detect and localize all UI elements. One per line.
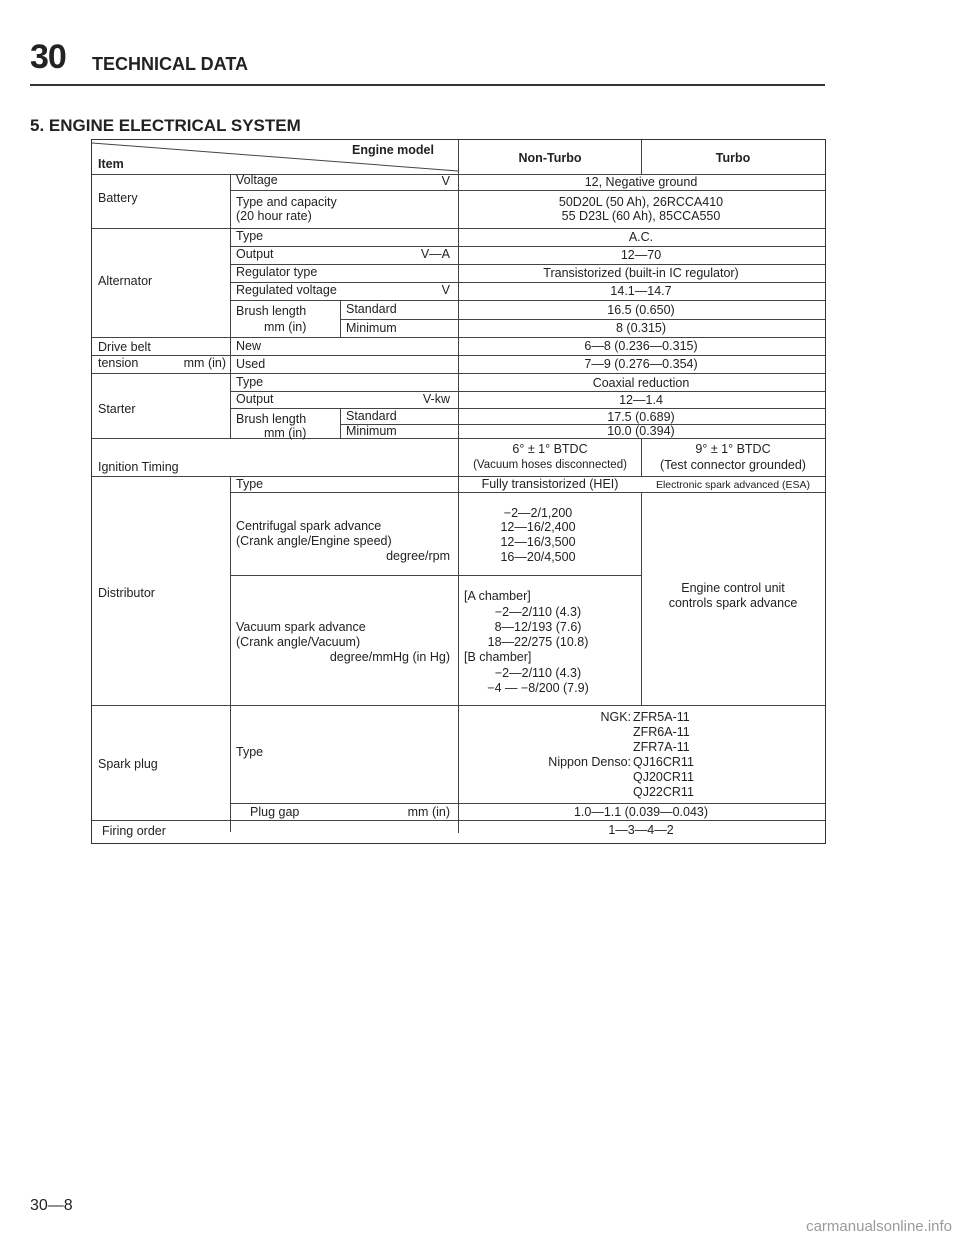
header-turbo: Turbo [715,151,751,165]
alternator-standard-value: 16.5 (0.650) [607,303,675,317]
vacuum-advance-label: Vacuum spark advance [236,620,366,634]
alternator-standard-label: Standard [346,302,397,316]
starter-type-value: Coaxial reduction [592,376,690,390]
distributor-label: Distributor [98,586,155,600]
distributor-turbo-value-1: Engine control unit [681,581,785,595]
firing-order-value: 1—3—4—2 [608,823,674,837]
spec-table [91,139,826,844]
col-divider-turbo-dist [641,492,642,705]
drive-belt-tension-label: tension [98,356,139,370]
alternator-regulator-value: Transistorized (built-in IC regulator) [543,266,739,280]
plug-gap-unit: mm (in) [407,805,450,819]
page-header [30,40,825,86]
vacuum-value: −2—2/110 (4.3) [494,605,582,619]
centrifugal-advance-sublabel: (Crank angle/Engine speed) [236,534,392,548]
vacuum-value: [A chamber] [464,589,531,603]
spark-plug-nd-value: QJ16CR11 [633,755,694,769]
chapter-number: 30 [30,38,66,76]
distributor-turbo-value-2: controls spark advance [668,596,798,610]
distributor-type-label: Type [236,477,264,491]
centrifugal-value: 12—16/3,500 [500,535,576,549]
starter-minimum-label: Minimum [346,424,397,438]
centrifugal-advance-label: Centrifugal spark advance [236,519,382,533]
centrifugal-value: −2—2/1,200 [503,506,573,520]
chapter-title: TECHNICAL DATA [92,54,248,74]
spark-plug-nd-value: QJ20CR11 [633,770,694,784]
starter-type-label: Type [236,375,264,389]
ignition-non-turbo-note: (Vacuum hoses disconnected) [473,459,627,471]
centrifugal-value: 16—20/4,500 [500,550,576,564]
col-divider-starter-brush [340,408,341,438]
drive-belt-unit: mm (in) [183,356,226,370]
drive-belt-new-label: New [236,339,262,353]
spark-plug-nd-label: Nippon Denso: [548,755,631,769]
alternator-brush-unit: mm (in) [264,320,307,334]
starter-brush-unit: mm (in) [264,426,307,440]
starter-output-value: 12—1.4 [619,393,663,407]
battery-type-value-2: 55 D23L (60 Ah), 85CCA550 [561,209,721,223]
header-non-turbo: Non-Turbo [518,151,582,165]
page-number: 30—8 [30,1197,73,1214]
plug-gap-value: 1.0—1.1 (0.039—0.043) [573,805,709,819]
battery-label: Battery [98,191,138,205]
battery-type-value-1: 50D20L (50 Ah), 26RCCA410 [558,195,724,209]
centrifugal-value: 12—16/2,400 [500,520,576,534]
col-divider-sub-1 [230,174,231,438]
alternator-regulated-label: Regulated voltage [236,283,337,297]
spark-plug-label: Spark plug [98,757,158,771]
vacuum-value: 8—12/193 (7.6) [494,620,582,634]
alternator-minimum-label: Minimum [346,321,397,335]
battery-type-label: Type and capacity [236,195,337,209]
header-engine-model: Engine model [352,143,434,157]
alternator-brush-label: Brush length [236,304,307,318]
drive-belt-used-value: 7—9 (0.276—0.354) [584,357,698,371]
plug-gap-label: Plug gap [250,805,300,819]
spark-plug-type-label: Type [236,745,264,759]
alternator-label: Alternator [98,274,153,288]
starter-output-label: Output [236,392,274,406]
section-title: 5. ENGINE ELECTRICAL SYSTEM [30,116,301,135]
alternator-regulated-unit: V [441,283,450,297]
drive-belt-used-label: Used [236,357,266,371]
battery-voltage-label: Voltage [236,173,278,187]
spark-plug-nd-value: QJ22CR11 [633,785,694,799]
alternator-minimum-value: 8 (0.315) [615,321,667,335]
drive-belt-label: Drive belt [98,340,151,354]
starter-minimum-value: 10.0 (0.394) [607,424,675,438]
spark-plug-ngk-value: ZFR6A-11 [633,725,690,739]
header-item: Item [98,157,124,171]
ignition-non-turbo-value: 6° ± 1° BTDC [512,442,588,456]
vacuum-value: −2—2/110 (4.3) [494,666,582,680]
alternator-output-unit: V—A [420,247,450,261]
centrifugal-advance-unit: degree/rpm [386,549,450,563]
spark-plug-ngk-label: NGK: [600,710,631,724]
starter-output-unit: V-kw [422,392,450,406]
ignition-timing-label: Ignition Timing [98,460,179,474]
alternator-regulated-value: 14.1—14.7 [610,284,672,298]
drive-belt-new-value: 6—8 (0.236—0.315) [584,339,698,353]
alternator-output-value: 12—70 [620,248,662,262]
col-divider-values [458,140,459,833]
battery-voltage-value: 12, Negative ground [584,175,698,189]
col-divider-turbo-ignition [641,438,642,476]
col-divider-sub-2 [230,476,231,832]
distributor-type-non-turbo: Fully transistorized (HEI) [481,477,619,491]
starter-label: Starter [98,402,136,416]
battery-voltage-unit: V [441,174,450,188]
alternator-type-label: Type [236,229,264,243]
starter-standard-label: Standard [346,409,397,423]
ignition-turbo-note: (Test connector grounded) [660,458,806,472]
alternator-type-value: A.C. [628,230,654,244]
alternator-output-label: Output [236,247,274,261]
vacuum-value: −4 — −8/200 (7.9) [487,681,589,695]
battery-hour-rate: (20 hour rate) [236,209,312,223]
vacuum-advance-unit: degree/mmHg (in Hg) [329,650,450,664]
spark-plug-ngk-value: ZFR5A-11 [633,710,690,724]
ignition-turbo-value: 9° ± 1° BTDC [695,442,771,456]
vacuum-advance-sublabel: (Crank angle/Vacuum) [236,635,361,649]
starter-brush-label: Brush length [236,412,307,426]
vacuum-value: 18—22/275 (10.8) [487,635,589,649]
starter-standard-value: 17.5 (0.689) [607,410,675,424]
col-divider-turbo-head [641,140,642,174]
watermark: carmanualsonline.info [806,1218,952,1235]
spark-plug-ngk-value: ZFR7A-11 [633,740,690,754]
firing-order-label: Firing order [102,824,166,838]
vacuum-value: [B chamber] [464,650,532,664]
alternator-regulator-label: Regulator type [236,265,318,279]
distributor-type-turbo: Electronic spark advanced (ESA) [655,479,811,491]
